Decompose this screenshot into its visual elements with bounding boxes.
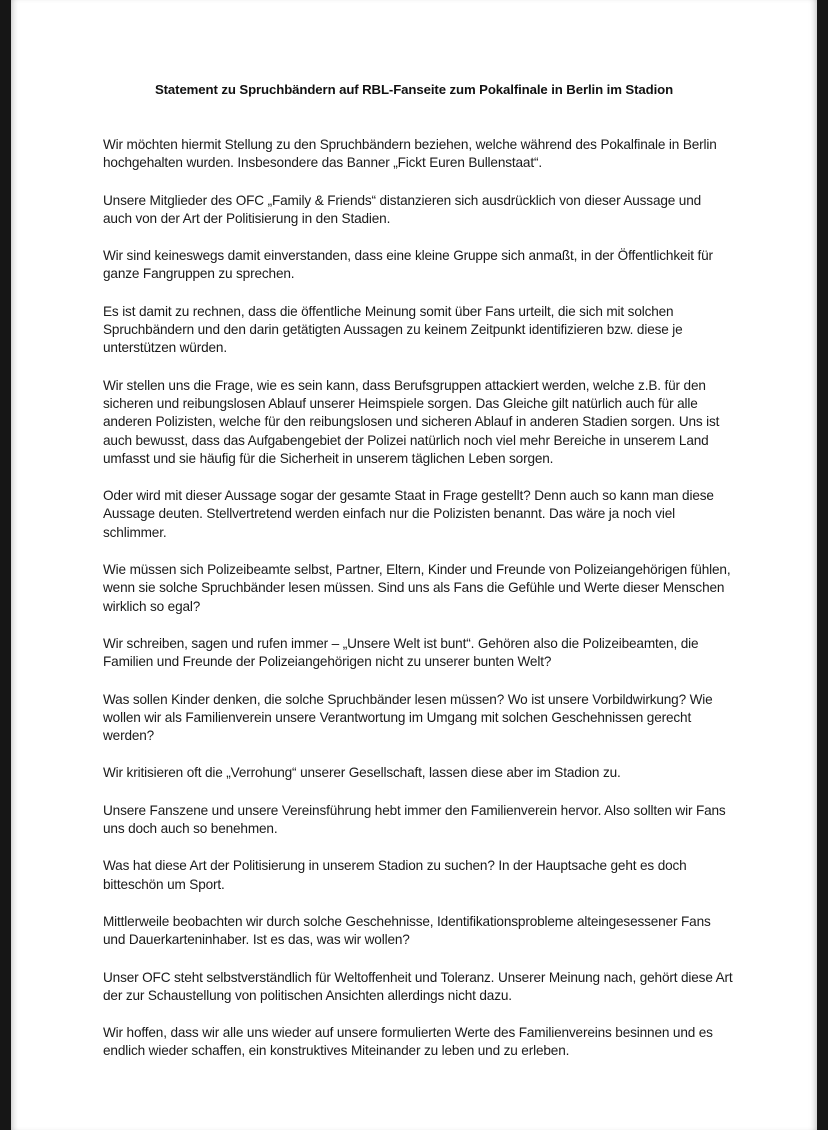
paragraph-11: Unsere Fanszene und unsere Vereinsführung hebt immer den Familienverein hervor. Also sollten wir Fans uns doch auch so benehmen.: [103, 802, 726, 837]
paragraph-3: Wir sind keineswegs damit einverstanden, dass eine kleine Gruppe sich anmaßt, in der Öffentlichkeit für ganze Fangruppen zu sprechen.: [103, 248, 713, 282]
document-page[interactable]: [11, 0, 817, 1130]
paragraph-14: Unser OFC steht selbstverständlich für Weltoffenheit und Toleranz. Unserer Meinung nach, gehört diese Art der zur Schaustellung von politischen Ansichten allerdings nicht dazu.: [103, 969, 733, 1003]
document-body: [103, 136, 733, 1080]
paragraph-12: Was hat diese Art der Politisierung in unserem Stadion zu suchen? In der Hauptsache geht es doch bitteschön um Sport.: [103, 858, 687, 892]
paragraph-1: Wir möchten hiermit Stellung zu den Spruchbändern beziehen, welche während des Pokalfinale in Berlin hochgehalten wurden. Insbesondere das Banner „Fickt Euren Bullenstaat“.: [103, 137, 717, 171]
document-title: Statement zu Spruchbändern auf RBL-Fanseite zum Pokalfinale in Berlin im Stadion: [154, 82, 674, 97]
paragraph-4: Es ist damit zu rechnen, dass die öffentliche Meinung somit über Fans urteilt, die sich mit solchen Spruchbändern und den darin getätigten Aussagen zu keinem Zeitpunkt identifizieren bzw. diese je unterstützen würden.: [103, 303, 683, 356]
right-dark-border: [817, 0, 828, 1130]
paragraph-13: Mittlerweile beobachten wir durch solche Geschehnisse, Identifikationsprobleme alteingesessener Fans und Dauerkarteninhaber. Ist es das, was wir wollen?: [103, 913, 711, 948]
left-dark-border: [0, 0, 11, 1130]
paragraph-15: Wir hoffen, dass wir alle uns wieder auf unsere formulierten Werte des Familienvereins besinnen und es endlich wieder schaffen, ein konstruktives Miteinander zu leben und zu erleben.: [103, 1025, 713, 1059]
paragraph-9: Was sollen Kinder denken, die solche Spruchbänder lesen müssen? Wo ist unsere Vorbildwirkung? Wie wollen wir als Familienverein unsere Verantwortung im Umgang mit solchen Geschehnissen gerecht werden?: [103, 691, 713, 744]
paragraph-2: Unsere Mitglieder des OFC „Family & Friends“ distanzieren sich ausdrücklich von dieser Aussage und auch von der Art der Politisierung in den Stadien.: [103, 192, 702, 226]
paragraph-10: Wir kritisieren oft die „Verrohung“ unserer Gesellschaft, lassen diese aber im Stadion zu.: [103, 765, 621, 781]
paragraph-7: Wie müssen sich Polizeibeamte selbst, Partner, Eltern, Kinder und Freunde von Polizeiangehörigen fühlen, wenn sie solche Spruchbänder lesen müssen. Sind uns als Fans die Gefühle und Werte dieser Menschen wirklich so egal?: [103, 562, 731, 614]
paragraph-8: Wir schreiben, sagen und rufen immer – „Unsere Welt ist bunt“. Gehören also die Polizeibeamten, die Familien und Freunde der Polizeiangehörigen nicht zu unserer bunten Welt?: [103, 635, 699, 670]
paragraph-5: Wir stellen uns die Frage, wie es sein kann, dass Berufsgruppen attackiert werden, welche z.B. für den sicheren und reibungslosen Ablauf unserer Heimspiele sorgen. Das Gleiche gilt natürlich auch für alle anderen Polizisten, welche für den reibungslosen und sicheren Ablauf in anderen Stadien sorgen. Uns ist auch bewusst, dass das Aufgabengebiet der Polizei natürlich noch viel mehr Bereiche in unserem Land umfasst und sie häufig für die Sicherheit in unserem täglichen Leben sorgen.: [103, 377, 720, 466]
paragraph-6: Oder wird mit dieser Aussage sogar der gesamte Staat in Frage gestellt? Denn auch so kann man diese Aussage deuten. Stellvertretend werden einfach nur die Polizisten benannt. Das wäre ja noch viel schlimmer.: [103, 488, 714, 540]
